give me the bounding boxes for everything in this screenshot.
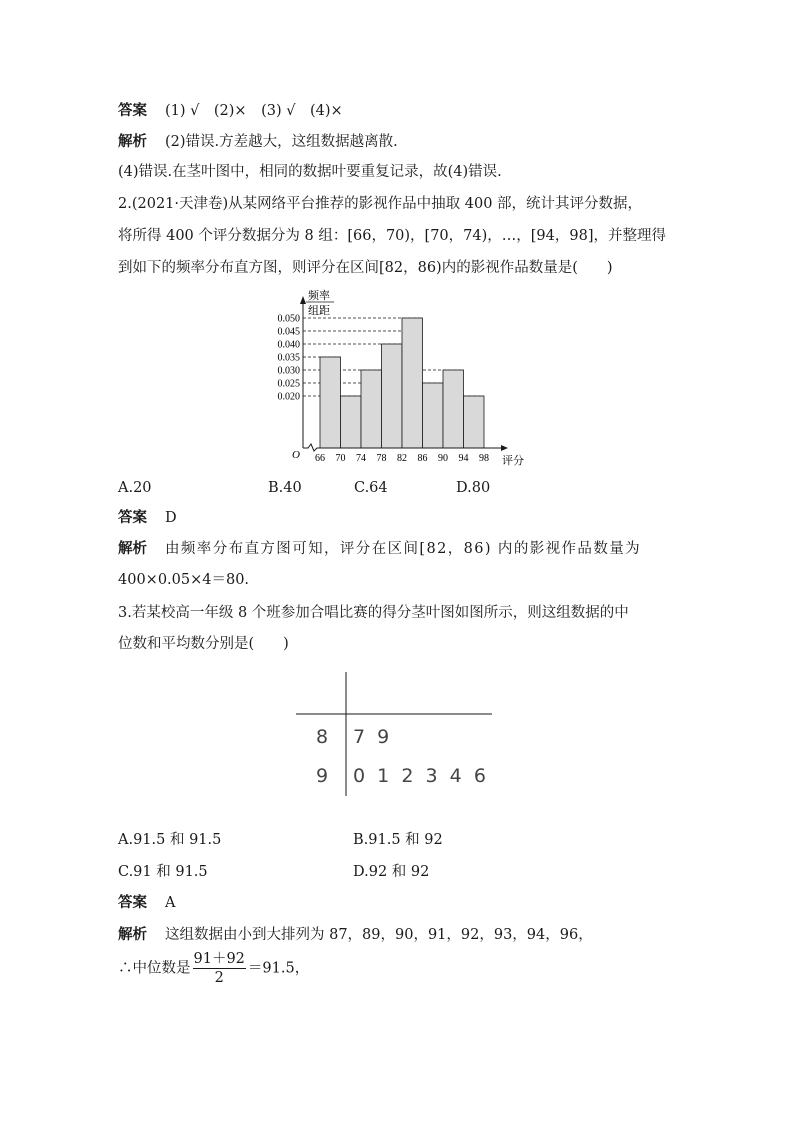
x-tick-label: 78 (376, 453, 387, 464)
q1-analysis-text1: (2)错误.方差越大，这组数据越离散. (165, 134, 398, 150)
y-tick-label: 0.040 (277, 339, 300, 351)
x-tick-label: 74 (356, 453, 366, 464)
q2-option-c: C.64 (354, 480, 388, 496)
x-tick-label: 82 (397, 453, 407, 464)
q2-option-d: D.80 (456, 480, 491, 496)
histogram-bar (464, 396, 485, 448)
q3-option-b: B.91.5 和 92 (353, 832, 443, 848)
q3-analysis-text1: 这组数据由小到大排列为 87，89，90，91，92，93，94，96， (165, 927, 593, 943)
x-tick-label: 98 (479, 453, 489, 464)
y-tick-label: 0.020 (277, 391, 300, 403)
q3-option-a: A.91.5 和 91.5 (118, 832, 222, 848)
stem-9: 9 (316, 765, 329, 787)
q1-answer-line (118, 101, 343, 121)
y-axis-arrow (300, 296, 306, 304)
q3-answer-line (118, 893, 175, 913)
histogram-bar (443, 370, 464, 448)
y-tick-label: 0.045 (277, 326, 300, 338)
leaves-8: 7 9 (353, 726, 390, 748)
x-tick-label: 90 (438, 453, 448, 464)
q1-analysis-line1 (118, 132, 398, 152)
y-tick-label: 0.050 (277, 313, 300, 325)
q2-answer-line (118, 508, 177, 528)
y-tick-label: 0.030 (277, 365, 300, 377)
q1-analysis-label: 解析 (118, 133, 147, 150)
histogram-bar (361, 370, 382, 448)
q1-answer-text: (1) √ (2)× (3) √ (4)× (165, 103, 343, 119)
x-tick-label: 94 (458, 453, 469, 464)
median-denominator: 2 (214, 970, 224, 986)
x-axis-arrow (501, 445, 508, 451)
x-tick-label: 70 (335, 453, 346, 464)
y-axis-label-top: 频率 (308, 290, 330, 302)
q3-answer-value: A (165, 895, 176, 911)
median-prefix: ∴中位数是 (118, 960, 191, 977)
stem-8: 8 (316, 726, 329, 748)
x-tick-label: 66 (315, 453, 325, 464)
histogram-bar (320, 357, 341, 448)
q2-analysis-line1 (118, 539, 641, 559)
q2-analysis-label: 解析 (118, 540, 147, 557)
median-numerator: 91＋92 (193, 951, 245, 967)
y-tick-label: 0.025 (277, 378, 300, 390)
q3-stem-line2: 位数和平均数分别是( ) (118, 636, 289, 652)
frequency-histogram (262, 286, 532, 470)
q2-stem-line2: 将所得 400 个评分数据分为 8 组：[66，70)，[70，74)，…，[94，98]，并整理得 (118, 228, 666, 244)
q3-analysis-line1 (118, 925, 593, 945)
q1-answer-label: 答案 (118, 102, 147, 119)
q3-analysis-label: 解析 (118, 926, 147, 943)
q1-analysis-line2: (4)错误.在茎叶图中，相同的数据叶要重复记录，故(4)错误. (118, 164, 502, 180)
median-suffix: ＝91.5， (247, 960, 310, 977)
origin-label: O (292, 449, 300, 461)
leaves-9: 0 1 2 3 4 6 (353, 765, 486, 787)
q2-option-a: A.20 (118, 480, 152, 496)
q3-median-line (118, 950, 309, 987)
q3-answer-label: 答案 (118, 894, 147, 911)
q2-analysis-line2: 400×0.05×4＝80. (118, 572, 250, 588)
histogram-bar (382, 344, 403, 448)
histogram-bar (423, 383, 444, 448)
stem-leaf-plot (290, 668, 500, 800)
q2-answer-value: D (165, 510, 177, 526)
y-axis-label-bottom: 组距 (308, 305, 330, 317)
q3-option-d: D.92 和 92 (353, 864, 430, 880)
q2-stem-line3: 到如下的频率分布直方图，则评分在区间[82，86)内的影视作品数量是( ) (118, 260, 613, 276)
q2-option-b: B.40 (268, 480, 302, 496)
histogram-bar (341, 396, 362, 448)
q2-answer-label: 答案 (118, 509, 147, 526)
q3-stem-line1: 3.若某校高一年级 8 个班参加合唱比赛的得分茎叶图如图所示，则这组数据的中 (118, 605, 629, 621)
x-axis-label: 评分 (502, 455, 524, 467)
histogram-bar (402, 318, 423, 448)
q3-option-c: C.91 和 91.5 (118, 864, 208, 880)
median-fraction (193, 950, 246, 987)
x-tick-label: 86 (417, 453, 428, 464)
q2-stem-line1: 2.(2021·天津卷)从某网络平台推荐的影视作品中抽取 400 部，统计其评分数据， (118, 196, 643, 212)
y-tick-label: 0.035 (277, 352, 300, 364)
y-axis-label (306, 288, 334, 317)
q2-analysis-text1: 由频率分布直方图可知，评分在区间[82，86) 内的影视作品数量为 (165, 541, 642, 557)
